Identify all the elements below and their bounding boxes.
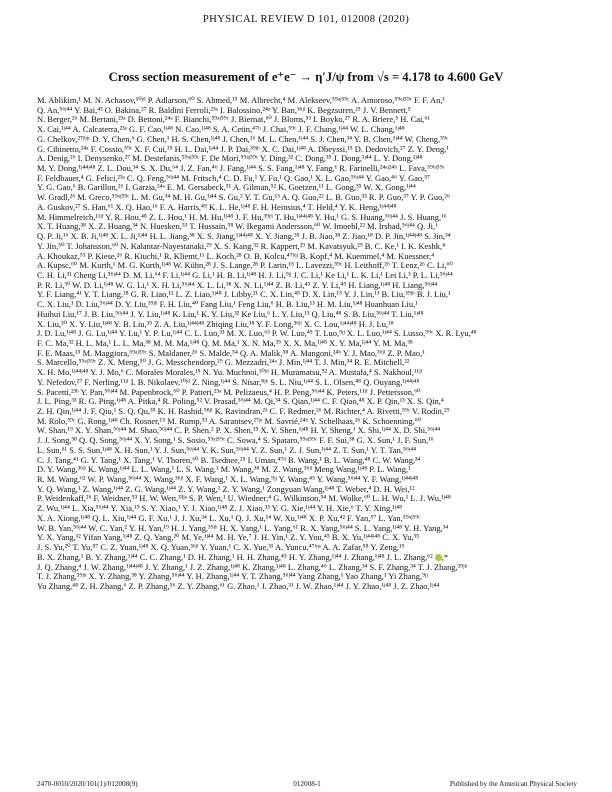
author-line: X. T. Huang,³⁸ X. Z. Huang,³⁴ N. Huesken,⁵³ T. Hussain,⁵⁸ W. Ikegami Andersson,⁶⁰ W. Imoehl,²² M. Irshad,⁵⁶ʲ⁴⁴ Q. Ji,¹ <box>37 222 438 232</box>
author-line: J. S. Yu,²⁰ T. Yu,⁵⁷ C. Z. Yuan,¹ʲ⁴⁸ X. Q. Yuan,³⁶ʲˡ Y. Yuan,¹ C. X. Yue,³¹ A. Yuncu,⁴⁷ᵇʲᵃ A. A. Zafar,⁵⁸ Y. Zeng,¹⁹ <box>37 543 405 553</box>
author-line: J. J. Song,³⁸ Q. Q. Song,⁵⁶ʲ⁴⁴ X. Y. Song,¹ S. Sosio,⁵⁹ᵃʲ⁵⁹ᶜ C. Sowa,⁴ S. Spataro,⁵⁹ᵃʲ⁵⁹ᶜ F. F. Sui,³⁸ G. X. Sun,¹ J. F. Sun,¹⁶ <box>37 436 434 446</box>
author-line: X. Liu,³⁰ X. Y. Liu,¹ʲ⁴⁸ Y. B. Liu,³⁵ Z. A. Liu,¹ʲ⁴⁴ʲ⁴⁸ Zhiqing Liu,³⁸ Y. F. Long,³⁶ʲˡ X. C. Lou,¹ʲ⁴⁴ʲ⁴⁸ H. J. Lu,¹⁸ <box>37 319 394 329</box>
author-line: X. A. Xiong,¹ʲ⁴⁸ Q. L. Xiu,¹ʲ⁴⁴ G. F. Xu,¹ J. J. Xu,³⁴ L. Xu,¹ Q. J. Xu,¹⁴ W. Xu,¹ʲ⁴⁸ X. P. Xu,⁴² F. Yan,⁵⁷ L. Yan,⁵⁹ᵃʲ⁵⁹ᶜ <box>37 513 421 523</box>
author-line: Z. H. Qin,¹ʲ⁴⁴ J. F. Qiu,¹ S. Q. Qu,³⁵ K. H. Rashid,⁵⁸ʲᴵ K. Ravindran,²¹ C. F. Redmer,²⁶ M. Richter,⁴ A. Rivetti,⁵⁹ᶜ V. Rodin,²⁹ <box>37 407 450 416</box>
author-line: X. H. Mo,¹ʲ⁴⁴ʲ⁴⁸ Y. J. Mo,⁶ C. Morales Morales,¹⁵ N. Yu. Muchnoi,¹⁰ʲᵈ H. Muramatsu,⁵² A. Mustafa,⁴ S. Nakhoul,¹¹ʲᶠ <box>37 368 423 378</box>
author-line: G. Chelkov,²⁷ʲᵇʲᶜ D. Y. Chen,⁶ G. Chen,¹ H. S. Chen,¹ʲ⁴⁸ J. Chen,¹⁶ M. L. Chen,¹ʲ⁴⁴ S. J. Chen,³⁴ Y. B. Chen,¹ʲ⁴⁴ W. Cheng,⁵⁹ᶜ <box>37 134 449 144</box>
paper-title: Cross section measurement of e⁺e⁻ → η′J/ψ from √s = 4.178 to 4.600 GeV <box>108 70 504 84</box>
author-line: J. Q. Zhang,⁴ J. W. Zhang,¹ʲ⁴⁴ʲ⁴⁸ J. Y. Zhang,¹ J. Z. Zhang,¹ʲ⁴⁸ K. Zhang,¹ʲ⁴⁸ L. Zhang,⁴⁶ L. Zhang,³⁴ S. F. Zhang,³⁴ T. J. Zhang,³⁹ʲʰ <box>37 562 468 572</box>
author-line: W. Shan,¹⁹ X. Y. Shan,⁵⁶ʲ⁴⁴ M. Shao,⁵⁶ʲ⁴⁴ C. P. Shen,² P. X. Shen,³⁵ X. Y. Shen,¹ʲ⁴⁸ H. Y. Sheng,¹ X. Shi,¹ʲ⁴⁴ X. D. Shi,⁵⁶ʲ⁴⁴ <box>37 426 441 436</box>
author-line: C. H. Li,³¹ Cheng Li,⁵⁶ʲ⁴⁴ D. M. Li,⁶⁴ F. Li,¹ʲ⁴⁴ G. Li,¹ H. B. Li,¹ʲ⁴⁸ H. J. Li,⁹ʲʲ J. C. Li,¹ Ke Li,¹ L. K. Li,¹ Lei Li,³ P. L. Li,⁵⁶ʲ⁴⁴ <box>37 270 453 280</box>
author-line: P. Weidenkaff,²⁶ F. Weidner,⁵³ H. W. Wen,³³ʲᵃ S. P. Wen,¹ U. Wiedner,⁴ G. Wilkinson,⁵⁴ M. Wolke,⁶⁰ L. H. Wu,¹ L. J. Wu,¹ʲ⁴⁸ <box>37 494 451 504</box>
author-line: A. Khoukaz,⁵³ P. Kiese,²⁶ R. Kiuchi,¹ R. Kliemt,¹¹ L. Koch,²⁸ O. B. Kolcu,⁴⁷ᵇʲʲ B. Kopf,⁴ M. Kuemmel,⁴ M. Kuessner,⁴ <box>37 251 435 261</box>
author-line: Y. F. Liang,⁴¹ Y. T. Liang,²⁸ G. R. Liao,¹² L. Z. Liao,¹ʲ⁴⁸ J. Libby,²¹ C. X. Lin,⁴⁵ D. X. Lin,¹⁵ Y. J. Lin,¹³ B. Liu,³⁹ʲʰ B. J. Liu,¹ <box>37 290 451 300</box>
author-line: M. Ablikim,¹ M. N. Achasov,¹⁰ʲᵈ P. Adlarson,⁶⁰ S. Ahmed,¹⁵ M. Albrecht,⁴ M. Alekseev,⁵⁹ᵃʲ⁵⁹ᶜ A. Amoroso,⁵⁹ᵃʲ⁵⁹ᶜ F. F. An,¹ <box>37 96 445 105</box>
author-line: A. Kupsc,⁶⁰ M. Kurth,¹ M. G. Kurth,¹ʲ⁴⁸ W. Kühn,²⁸ J. S. Lange,²⁸ P. Larin,¹⁵ L. Lavezzi,⁵⁹ᶜ H. Leithoff,²⁶ T. Lenz,²⁶ C. Li,⁶⁰ <box>37 261 453 271</box>
author-line: Yu Zhang,⁴⁸ Z. H. Zhang,⁶ Z. P. Zhang,⁵⁶ Z. Y. Zhang,⁶¹ G. Zhao,¹ J. Zhao,³¹ J. W. Zhao,¹ʲ⁴⁴ J. Y. Zhao,¹ʲ⁴⁸ J. Z. Zhao,¹ʲ⁴⁴ <box>37 581 440 591</box>
author-line: F. E. Maas,¹⁵ M. Maggiora,⁵⁹ᵃʲ⁵⁹ᶜ S. Maldaner,²⁶ S. Malde,⁵⁴ Q. A. Malik,⁵⁸ A. Mangoni,²⁴ᵇ Y. J. Mao,³⁶ʲˡ Z. P. Mao,¹ <box>37 348 425 358</box>
page-footer <box>37 780 577 790</box>
author-line: B. X. Zhang,¹ B. Y. Zhang,¹ʲ⁴⁴ C. C. Zhang,¹ D. H. Zhang,¹ H. H. Zhang,⁴⁵ H. Y. Zhang,¹ʲ⁴⁴ J. Zhang,¹ʲ⁴⁸ J. L. Zhang,⁶² ,* <box>37 552 449 562</box>
author-line: Y. X. Yang,¹² Yifan Yang,¹ʲ⁴⁸ Z. Q. Yang,²⁰ M. Ye,¹ʲ⁴⁴ M. H. Ye,⁷ J. H. Yin,¹ Z. Y. You,⁴⁵ B. X. Yu,¹ʲ⁴⁴ʲ⁴⁸ C. X. Yu,³⁵ <box>37 533 420 543</box>
author-line: R. M. Wang,⁶² W. P. Wang,⁵⁶ʲ⁴⁴ X. Wang,³⁶ʲˡ X. F. Wang,¹ X. L. Wang,⁹ʲʲ Y. Wang,⁴⁵ Y. Wang,⁵⁶ʲ⁴⁴ Y. F. Wang,¹ʲ⁴⁴ʲ⁴⁸ <box>37 475 419 485</box>
author-line: Y. G. Gao,⁶ B. Garillon,²⁶ I. Garzia,²⁴ᵃ E. M. Gersabeck,⁵¹ A. Gilman,⁵² K. Goetzen,¹¹ L. Gong,³⁵ W. X. Gong,¹ʲ⁴⁴ <box>37 183 416 193</box>
author-line: M. Rolo,⁵⁹ᶜ G. Rong,¹ʲ⁴⁸ Ch. Rosner,¹⁵ M. Rump,⁵³ A. Sarantsev,²⁷ʲᵉ M. Savrié,²⁴ᵇ Y. Schelhaas,²⁶ K. Schoenning,⁶⁰ <box>37 416 422 426</box>
journal-header: PHYSICAL REVIEW D 101, 012008 (2020) <box>202 14 410 25</box>
author-line: J. L. Ping,³³ R. G. Ping,¹ʲ⁴⁸ A. Pitka,⁴ R. Poling,⁵² V. Prasad,⁵⁶ʲ⁴⁴ M. Qi,³⁴ S. Qian,¹ʲ⁴⁴ C. F. Qiao,⁴⁸ X. P. Qin,¹³ X. S. Qin,⁴ <box>37 397 444 407</box>
author-line: G. Cibinetto,²⁴ᵃ F. Cossio,⁵⁹ᶜ X. F. Cui,³⁵ H. L. Dai,¹ʲ⁴⁴ J. P. Dai,³⁹ʲʰ X. C. Dai,¹ʲ⁴⁸ A. Dbeyssi,¹⁵ D. Dedovich,²⁷ Z. Y. Deng,¹ <box>37 144 449 154</box>
author-line: Z. Wu,¹ʲ⁴⁴ L. Xia,⁵⁶ʲ⁴⁴ Y. Xia,¹⁹ S. Y. Xiao,¹ Y. J. Xiao,¹ʲ⁴⁸ Z. J. Xiao,³³ Y. G. Xie,¹ʲ⁴⁴ Y. H. Xie,⁶ T. Y. Xing,¹ʲ⁴⁸ <box>37 504 403 514</box>
author-line: X. Cai,¹ʲ⁴⁴ A. Calcaterra,²³ᵃ G. F. Cao,¹ʲ⁴⁸ N. Cao,¹ʲ⁴⁸ S. A. Cetin,⁴⁷ᵇ J. Chai,⁵⁹ᶜ J. F. Chang,¹ʲ⁴⁴ W. L. Chang,¹ʲ⁴⁸ <box>37 125 405 135</box>
author-line: M. Y. Dong,¹ʲ⁴⁴ʲ⁴⁸ Z. L. Dou,³⁴ S. X. Du,⁶⁴ J. Z. Fan,⁴⁶ J. Fang,¹ʲ⁴⁴ S. S. Fang,¹ʲ⁴⁸ Y. Fang,¹ R. Farinelli,²⁴ᵃʲ²⁴ᵇ L. Fava,⁵⁹ᵇʲ⁵⁹ᶜ <box>37 164 445 174</box>
author-line: S. Pacetti,²³ᵇ Y. Pan,⁵⁶ʲ⁴⁴ M. Papenbrock,⁶⁰ P. Patteri,²³ᵃ M. Pelizaeus,⁴ H. P. Peng,⁵⁶ʲ⁴⁴ K. Peters,¹¹ʲᶠ J. Pettersson,⁶⁰ <box>37 387 421 397</box>
author-line: J. D. Lu,¹ʲ⁴⁸ J. G. Lu,¹ʲ⁴⁴ Y. Lu,¹ Y. P. Lu,¹ʲ⁴⁴ C. L. Luo,³³ M. X. Luo,⁶³ P. W. Luo,⁴⁵ T. Luo,⁹ʲʲ X. L. Luo,¹ʲ⁴⁴ S. Lusso,⁵⁹ᶜ X. R. Lyu,⁴⁸ <box>37 329 477 339</box>
author-line: N. Berger,²⁶ M. Bertani,²³ᵃ D. Bettoni,²⁴ᵃ F. Bianchi,⁵⁹ᵃʲ⁵⁹ᶜ J. Biernat,⁶⁰ J. Bloms,⁵³ I. Boyko,²⁷ R. A. Briere,⁵ H. Cai,⁶¹ <box>37 115 430 125</box>
footer-page-number: 012008-1 <box>293 780 321 788</box>
author-line: A. Guskov,²⁷ S. Han,⁶¹ X. Q. Hao,¹⁶ F. A. Harris,⁴⁹ K. L. He,¹ʲ⁴⁸ F. H. Heinsius,⁴ T. Held,⁴ Y. K. Heng,¹ʲ⁴⁴ʲ⁴⁸ <box>37 202 397 212</box>
author-line: D. Y. Wang,³⁶ʲˡ K. Wang,¹ʲ⁴⁴ L. L. Wang,¹ L. S. Wang,¹ M. Wang,³⁸ M. Z. Wang,³⁶ʲˡ Meng Wang,¹ʲ⁴⁸ P. L. Wang,¹ <box>37 465 411 475</box>
author-line: C. X. Liu,¹ D. Liu,⁵⁶ʲ⁴⁴ D. Y. Liu,³⁹ʲʰ F. H. Liu,⁴⁰ Fang Liu,¹ Feng Liu,⁶ H. B. Liu,¹³ H. M. Liu,¹ʲ⁴⁸ Huanhuan Liu,¹ <box>37 300 418 310</box>
footer-publisher: Published by the American Physical Society <box>449 780 577 788</box>
author-line: F. C. Ma,³² H. L. Ma,¹ L. L. Ma,³⁸ M. M. Ma,¹ʲ⁴⁸ Q. M. Ma,¹ X. N. Ma,³⁵ X. X. Ma,¹ʲ⁴⁸ X. Y. Ma,¹ʲ⁴⁴ Y. M. Ma,³⁸ <box>37 338 413 348</box>
author-line: F. Feldbauer,⁴ G. Felici,²³ᵃ C. Q. Feng,⁵⁶ʲ⁴⁴ M. Fritsch,⁴ C. D. Fu,¹ Y. Fu,¹ Q. Gao,¹ X. L. Gao,⁵⁶ʲ⁴⁴ Y. Gao,⁴⁶ Y. Gao,⁵⁷ <box>37 173 431 183</box>
author-line: A. Denig,²⁶ I. Denysenko,²⁷ M. Destefanis,⁵⁹ᵃʲ⁵⁹ᶜ F. De Mori,⁵⁹ᵃʲ⁵⁹ᶜ Y. Ding,³² C. Dong,³⁵ J. Dong,¹ʲ⁴⁴ L. Y. Dong,¹ʲ⁴⁸ <box>37 154 423 164</box>
author-line: Y. Jin,⁵⁰ T. Johansson,⁶⁰ N. Kalantar-Nayestanaki,²⁹ X. S. Kang,³² R. Kappert,²⁹ M. Kavatsyuk,²⁹ B. C. Ke,¹ I. K. Keshk,⁴ <box>37 241 446 251</box>
author-line: Q. P. Ji,¹⁶ X. B. Ji,¹ʲ⁴⁸ X. L. Ji,¹ʲ⁴⁴ H. L. Jiang,³⁸ X. S. Jiang,¹ʲ⁴⁴ʲ⁴⁸ X. Y. Jiang,³⁵ J. B. Jiao,³⁸ Z. Jiao,¹⁸ D. P. Jin,¹ʲ⁴⁴ʲ⁴⁸ S. Jin,³⁴ <box>37 232 451 242</box>
author-line: M. Himmelreich,¹¹ʲᶠ Y. R. Hou,⁴⁸ Z. L. Hou,¹ H. M. Hu,¹ʲ⁴⁸ J. F. Hu,³⁹ʲʰ T. Hu,¹ʲ⁴⁴ʲ⁴⁸ Y. Hu,¹ G. S. Huang,⁵⁶ʲ⁴⁴ J. S. Huang,¹⁶ <box>37 212 447 222</box>
author-line: Q. An,⁵⁶ʲ⁴⁴ Y. Bai,⁴³ O. Bakina,²⁷ R. Baldini Ferroli,²³ᵃ I. Balossino,²⁴ᵃ Y. Ban,³⁶ʲˡ K. Begzsuren,²⁵ J. V. Bennett,⁵ <box>37 105 411 115</box>
author-line: Huihui Liu,¹⁷ J. B. Liu,⁵⁶ʲ⁴⁴ J. Y. Liu,¹ʲ⁴⁸ K. Liu,¹ K. Y. Liu,³² Ke Liu,⁶ L. Y. Liu,¹³ Q. Liu,⁴⁸ S. B. Liu,⁵⁶ʲ⁴⁴ T. Liu,¹ʲ⁴⁸ <box>37 309 424 319</box>
author-line: C. J. Tang,⁴¹ G. Y. Tang,¹ X. Tang,¹ V. Thoren,⁶⁰ B. Tsednee,²⁵ I. Uman,⁴⁷ᵈ B. Wang,¹ B. L. Wang,⁴⁸ C. W. Wang,³⁴ <box>37 455 421 465</box>
author-line: Y. Q. Wang,¹ Z. Wang,¹ʲ⁴⁴ Z. G. Wang,¹ʲ⁴⁴ Z. Y. Wang,¹ Z. Y. Wang,¹ Zongyuan Wang,¹ʲ⁴⁸ T. Weber,⁴ D. H. Wei,¹² <box>37 484 415 494</box>
orcid-icon[interactable] <box>435 554 442 561</box>
footer-doi: 2470-0010/2020/101(1)/012008(9) <box>37 780 138 788</box>
author-line: W. Gradl,²⁶ M. Greco,⁵⁹ᵃʲ⁵⁹ᶜ L. M. Gu,³⁴ M. H. Gu,¹ʲ⁴⁴ S. Gu,² Y. T. Gu,¹³ A. Q. Guo,²² L. B. Guo,³³ R. P. Guo,³⁷ Y. P. Guo,²⁶ <box>37 193 450 203</box>
author-line: T. J. Zhang,³⁹ʲʰ X. Y. Zhang,³⁸ Y. Zhang,⁵⁶ʲ⁴⁴ Y. H. Zhang,¹ʲ⁴⁴ Y. T. Zhang,⁵⁶ʲ⁴⁴ Yang Zhang,¹ Yao Zhang,¹ Yi Zhang,⁹ʲʲ <box>37 572 428 582</box>
author-line: L. Sun,⁶¹ S. S. Sun,¹ʲ⁴⁸ X. H. Sun,¹ Y. J. Sun,⁵⁶ʲ⁴⁴ Y. K. Sun,⁵⁶ʲ⁴⁴ Y. Z. Sun,¹ Z. J. Sun,¹ʲ⁴⁴ Z. T. Sun,¹ Y. T. Tan,⁵⁶ʲ⁴⁴ <box>37 445 417 455</box>
author-list <box>37 96 577 736</box>
author-line: Y. Nefedov,²⁷ F. Nerling,¹¹ʲᶠ I. B. Nikolaev,¹⁰ʲᵈ Z. Ning,¹ʲ⁴⁴ S. Nisar,⁸ʲᵏ S. L. Niu,¹ʲ⁴⁴ S. L. Olsen,⁴⁸ Q. Ouyang,¹ʲ⁴⁴ʲ⁴⁸ <box>37 377 420 387</box>
author-line: P. R. Li,³⁰ W. D. Li,¹ʲ⁴⁸ W. G. Li,¹ X. H. Li,⁵⁶ʲ⁴⁴ X. L. Li,³⁸ X. N. Li,¹ʲ⁴⁴ Z. B. Li,⁴⁵ Z. Y. Li,⁴⁵ H. Liang,¹ʲ⁴⁸ H. Liang,⁵⁶ʲ⁴⁴ <box>37 280 438 290</box>
author-line: S. Marcello,⁵⁹ᵃʲ⁵⁹ᶜ Z. X. Meng,⁵⁰ J. G. Messchendorp,²⁹ G. Mezzadri,²⁴ᵃ J. Min,¹ʲ⁴⁴ T. J. Min,³⁴ R. E. Mitchell,²² <box>37 358 410 368</box>
author-line: W. B. Yan,⁵⁶ʲ⁴⁴ W. C. Yan,² Y. H. Yan,¹⁹ H. J. Yang,³⁹ʲʰ H. X. Yang,¹ L. Yang,⁶¹ R. X. Yang,⁵⁶ʲ⁴⁴ S. L. Yang,¹ʲ⁴⁸ Y. H. Yang,³⁴ <box>37 523 449 533</box>
